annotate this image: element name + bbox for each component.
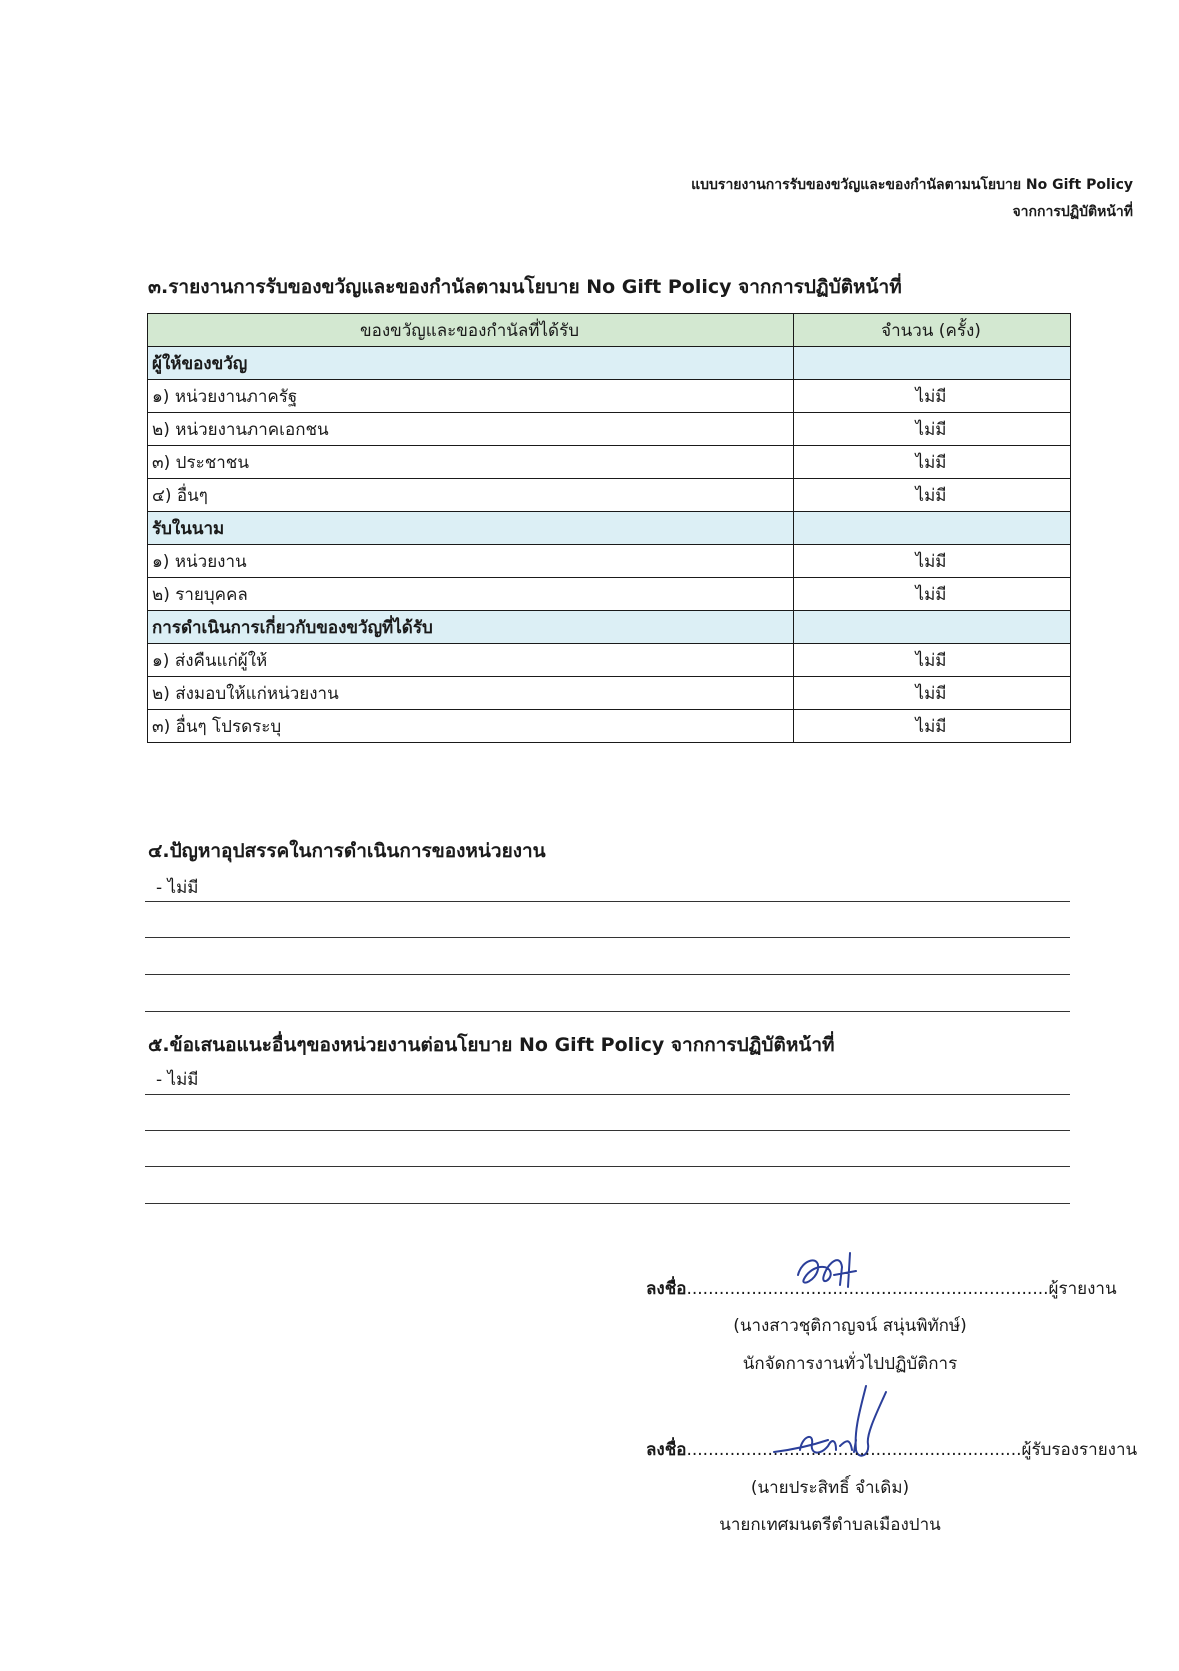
row-item: ๔) อื่นๆ bbox=[148, 479, 794, 512]
answer-line bbox=[145, 1130, 1070, 1131]
section-5-title: ๕.ข้อเสนอแนะอื่นๆของหน่วยงานต่อนโยบาย No Gift Policy จากการปฏิบัติหน้าที่ bbox=[148, 1034, 835, 1056]
certifier-sign-line bbox=[646, 1436, 1137, 1463]
row-item: ๑) หน่วยงาน bbox=[148, 545, 794, 578]
table-row bbox=[148, 479, 1071, 512]
reporter-role: ผู้รายงาน bbox=[1048, 1279, 1117, 1299]
sign-dots: ................................................................... bbox=[686, 1279, 1049, 1299]
answer-line bbox=[145, 1166, 1070, 1167]
answer-line bbox=[145, 901, 1070, 902]
certifier-signature bbox=[770, 1380, 910, 1480]
document-header bbox=[691, 172, 1133, 226]
answer-line bbox=[145, 974, 1070, 975]
row-count: ไม่มี bbox=[794, 677, 1071, 710]
table-row bbox=[148, 644, 1071, 677]
row-count: ไม่มี bbox=[794, 380, 1071, 413]
sign-label: ลงชื่อ bbox=[646, 1279, 687, 1299]
row-item: ๑) ส่งคืนแก่ผู้ให้ bbox=[148, 644, 794, 677]
table-row bbox=[148, 710, 1071, 743]
table-group-row bbox=[148, 347, 1071, 380]
row-count: ไม่มี bbox=[794, 446, 1071, 479]
reporter-position: นักจัดการงานทั่วไปปฏิบัติการ bbox=[742, 1354, 958, 1374]
table-row bbox=[148, 677, 1071, 710]
group-label: รับในนาม bbox=[148, 512, 794, 545]
reporter-sign-line bbox=[646, 1275, 1117, 1302]
table-group-row bbox=[148, 611, 1071, 644]
sign-label: ลงชื่อ bbox=[646, 1440, 687, 1460]
table-header-row bbox=[148, 314, 1071, 347]
header-line-2: จากการปฏิบัติหน้าที่ bbox=[1012, 204, 1133, 220]
section-3-title: ๓.รายงานการรับของขวัญและของกำนัลตามนโยบาย No Gift Policy จากการปฏิบัติหน้าที่ bbox=[148, 276, 902, 298]
column-header-count: จำนวน (ครั้ง) bbox=[794, 314, 1071, 347]
row-count: ไม่มี bbox=[794, 413, 1071, 446]
group-label: ผู้ให้ของขวัญ bbox=[148, 347, 794, 380]
group-label: การดำเนินการเกี่ยวกับของขวัญที่ได้รับ bbox=[148, 611, 794, 644]
certifier-name: (นายประสิทธิ์ จำเดิม) bbox=[750, 1478, 910, 1498]
sign-dots: .............................................................. bbox=[686, 1440, 1022, 1460]
table-row bbox=[148, 545, 1071, 578]
section-4-answer: - ไม่มี bbox=[156, 878, 199, 898]
row-item: ๒) ส่งมอบให้แก่หน่วยงาน bbox=[148, 677, 794, 710]
row-item: ๑) หน่วยงานภาครัฐ bbox=[148, 380, 794, 413]
answer-line bbox=[145, 1094, 1070, 1095]
row-count: ไม่มี bbox=[794, 644, 1071, 677]
table-row bbox=[148, 380, 1071, 413]
table-row bbox=[148, 413, 1071, 446]
row-count: ไม่มี bbox=[794, 578, 1071, 611]
certifier-position: นายกเทศมนตรีตำบลเมืองปาน bbox=[719, 1515, 941, 1535]
answer-line bbox=[145, 937, 1070, 938]
row-count: ไม่มี bbox=[794, 545, 1071, 578]
certifier-role: ผู้รับรองรายงาน bbox=[1021, 1440, 1138, 1460]
column-header-item: ของขวัญและของกำนัลที่ได้รับ bbox=[148, 314, 794, 347]
section-4-title: ๔.ปัญหาอุปสรรคในการดำเนินการของหน่วยงาน bbox=[148, 840, 546, 862]
section-5-answer: - ไม่มี bbox=[156, 1070, 199, 1090]
row-item: ๓) ประชาชน bbox=[148, 446, 794, 479]
row-item: ๒) หน่วยงานภาคเอกชน bbox=[148, 413, 794, 446]
table-row bbox=[148, 446, 1071, 479]
answer-line bbox=[145, 1011, 1070, 1012]
row-item: ๒) รายบุคคล bbox=[148, 578, 794, 611]
gift-report-table bbox=[147, 313, 1071, 743]
row-item: ๓) อื่นๆ โปรดระบุ bbox=[148, 710, 794, 743]
answer-line bbox=[145, 1203, 1070, 1204]
header-line-1: แบบรายงานการรับของขวัญและของกำนัลตามนโยบาย No Gift Policy bbox=[691, 177, 1133, 193]
row-count: ไม่มี bbox=[794, 710, 1071, 743]
reporter-name: (นางสาวชุติกาญจน์ สนุ่นพิทักษ์) bbox=[733, 1316, 967, 1336]
row-count: ไม่มี bbox=[794, 479, 1071, 512]
table-row bbox=[148, 578, 1071, 611]
table-group-row bbox=[148, 512, 1071, 545]
